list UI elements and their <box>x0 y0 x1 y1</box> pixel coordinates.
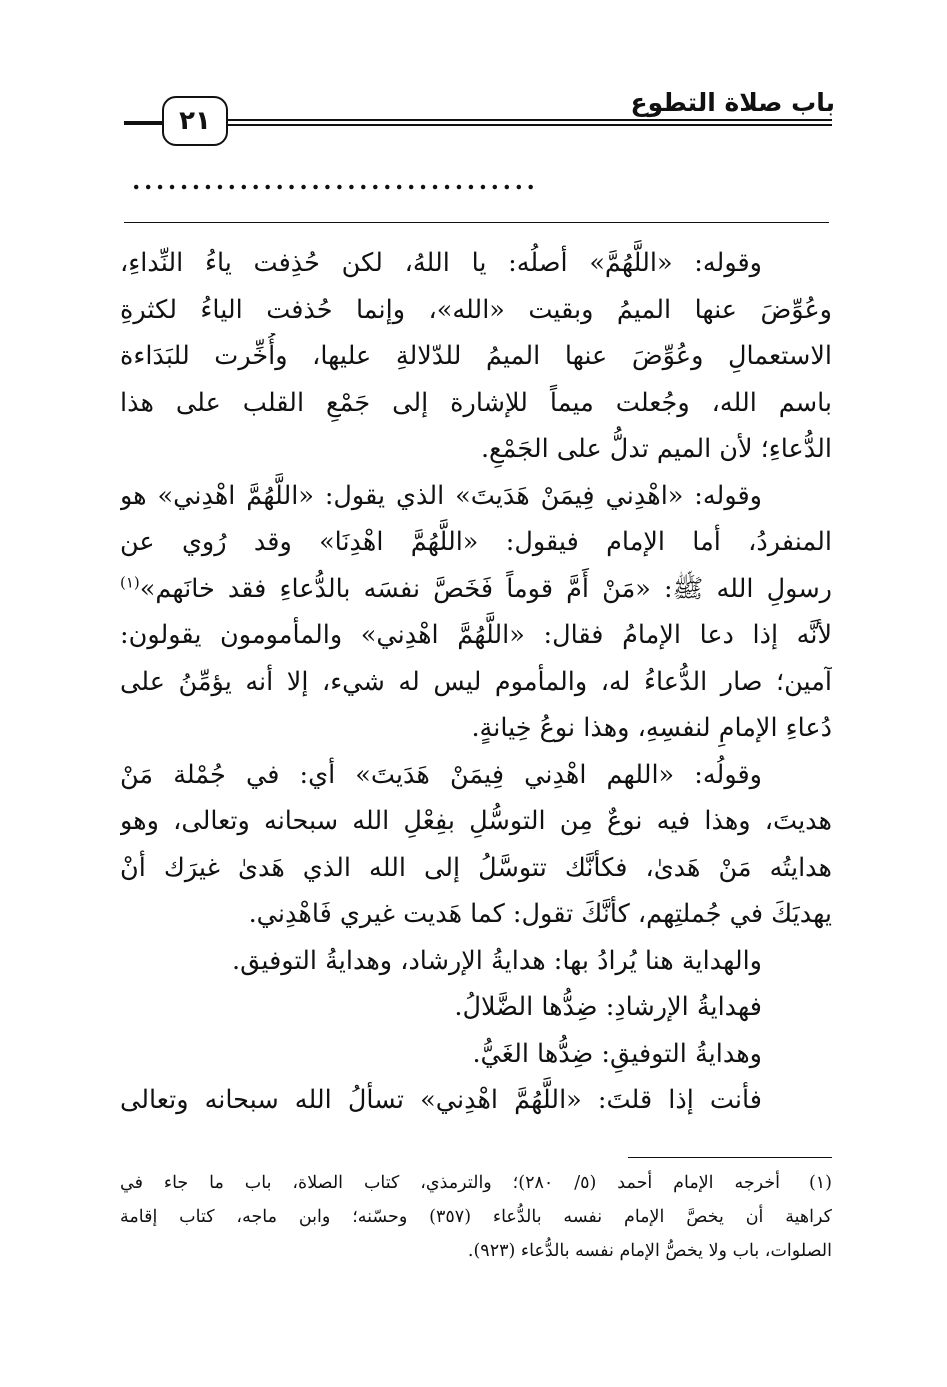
footnote-reference[interactable]: (١) <box>120 573 140 591</box>
top-separator-line <box>124 222 829 223</box>
text-line: هديتَ، وهذا فيه نوعٌ مِن التوسُّلِ بفِعْلِ الله سبحانه وتعالى، وهو <box>120 806 832 836</box>
text-line: الاستعمالِ وعُوِّضَ عنها الميمُ للدّلالةِ عليها، وأُخِّرت للبَدَاءة <box>120 341 832 371</box>
footnote-text: أخرجه الإمام أحمد (٥/ ٢٨٠)؛ والترمذي، كتاب الصلاة، باب ما جاء في <box>120 1173 781 1193</box>
text-line: المنفردُ، أما الإمام فيقول: «اللَّهُمَّ اهْدِنَا» وقد رُوي عن <box>120 527 832 557</box>
text-line: دُعاءِ الإمامِ لنفسِهِ، وهذا نوعُ خِيانةٍ. <box>471 713 832 743</box>
body-text <box>120 240 832 1124</box>
footnote-number: (١) <box>808 1173 832 1193</box>
header-rule-right <box>228 119 832 121</box>
text-line: يهديَكَ في جُملتِهم، كأنَّكَ تقول: كما هَديت غيري فَاهْدِني. <box>248 899 832 929</box>
text-line: وعُوِّضَ عنها الميمُ وبقيت «الله»، وإنما حُذفت الياءُ لكثرةِ <box>120 294 832 325</box>
text-line: وهدايةُ التوفيقِ: ضِدُّها الغَيُّ. <box>472 1038 762 1069</box>
footnote-line: كراهية أن يخصَّ الإمام نفسه بالدُّعاء (٣٥٧) وحسّنه؛ وابن ماجه، كتاب إقامة <box>120 1207 832 1227</box>
text-line: آمين؛ صار الدُّعاءُ له، والمأموم ليس له شيء، إلا أنه يؤمِّنُ على <box>120 666 832 697</box>
text-line: هدايتُه مَنْ هَدىٰ، فكأنَّك تتوسَّلُ إلى الله الذي هَدىٰ غيرَك أنْ <box>120 852 832 883</box>
text-line: والهداية هنا يُرادُ بها: هدايةُ الإرشاد، وهدايةُ التوفيق. <box>232 945 762 976</box>
page-number-badge <box>162 96 228 146</box>
text-line: الدُّعاءِ؛ لأن الميم تدلُّ على الجَمْعِ. <box>480 434 832 464</box>
header-rule-left <box>124 121 162 125</box>
text-line <box>120 566 832 613</box>
text-line: فأنت إذا قلتَ: «اللَّهُمَّ اهْدِني» تسألُ الله سبحانه وتعالى <box>120 1085 762 1115</box>
text-line: وقوله: «اللَّهُمَّ» أصلُه: يا اللهُ، لكن حُذِفت ياءُ النِّداءِ، <box>120 248 762 278</box>
dotted-separator: .................................. <box>132 166 539 195</box>
chapter-title: باب صلاة التطوع <box>630 88 835 117</box>
text-line-content: رسولِ الله ﷺ: «مَنْ أَمَّ قوماً فَخَصَّ نفسَه بالدُّعاءِ فقد خانَهم» <box>139 573 832 604</box>
header-rule-right-2 <box>228 124 832 126</box>
text-line: وقوله: «اهْدِني فِيمَنْ هَدَيتَ» الذي يقول: «اللَّهُمَّ اهْدِني» هو <box>120 480 762 511</box>
text-line: وقولُه: «اللهم اهْدِني فِيمَنْ هَدَيتَ» أي: في جُمْلة مَنْ <box>120 759 762 790</box>
text-line: فهدايةُ الإرشادِ: ضِدُّها الضَّلالُ. <box>454 992 762 1022</box>
footnote-line <box>120 1166 832 1200</box>
footnote <box>120 1166 832 1268</box>
text-line: باسم الله، وجُعلت ميماً للإشارة إلى جَمْعِ القلب على هذا <box>120 387 832 418</box>
footnote-separator <box>628 1157 832 1158</box>
page-number: ٢١ <box>179 106 211 136</box>
text-line: لأنَّه إذا دعا الإمامُ فقال: «اللَّهُمَّ اهْدِني» والمأمومون يقولون: <box>120 620 832 650</box>
footnote-line: الصلوات، باب ولا يخصُّ الإمام نفسه بالدُّعاء (٩٢٣). <box>467 1241 832 1261</box>
